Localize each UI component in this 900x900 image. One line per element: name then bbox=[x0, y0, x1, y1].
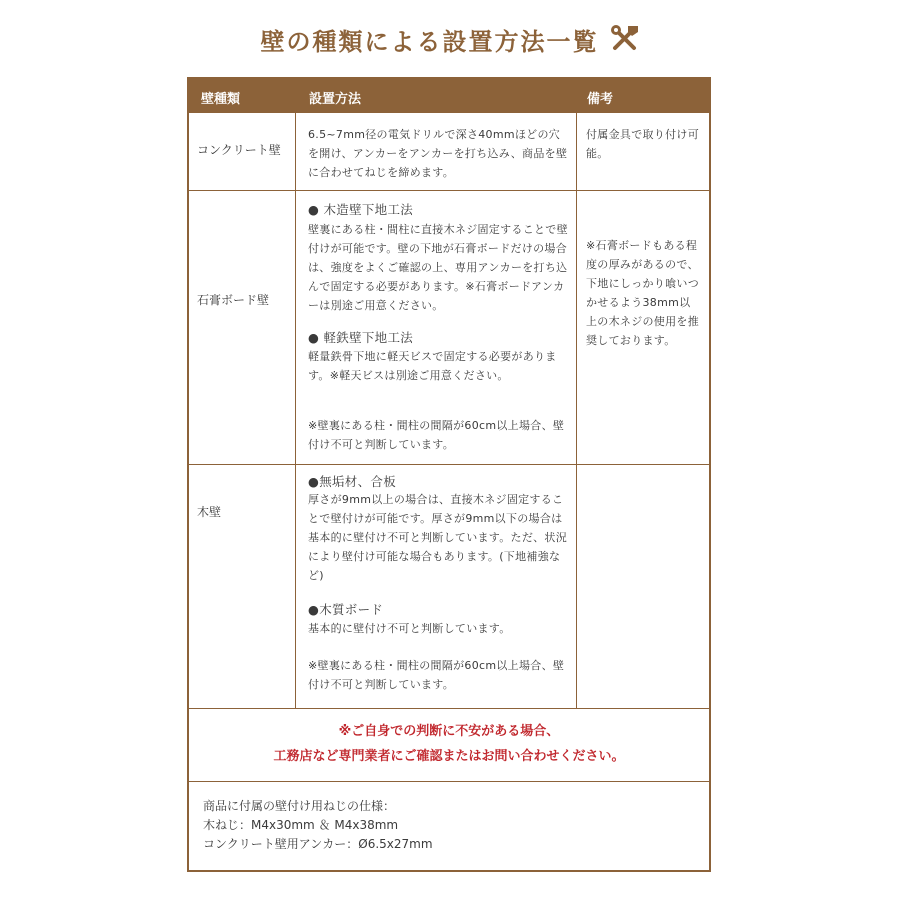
row-divider bbox=[189, 464, 709, 465]
wood-sub1-body: 厚さが9mm以上の場合は、直接木ネジ固定することで壁付けが可能です。厚さが9mm以下の場合は基本的に壁付け不可と判断しています。ただ、状況により壁付け可能な場合もあります。(下地補強など) bbox=[308, 493, 568, 582]
tools-icon bbox=[610, 24, 640, 56]
note-gypsum: ※石膏ボードもある程度の厚みがあるので、下地にしっかり喰いつかせるよう38mm以上の木ネジの使用を推奨しております。 bbox=[586, 239, 699, 347]
warning-line-1: ※ご自身での判断に不安がある場合、 bbox=[338, 724, 560, 739]
header-note: 備考 bbox=[587, 92, 614, 107]
header-wall-type: 壁種類 bbox=[201, 92, 241, 107]
gypsum-footnote: ※壁裏にある柱・間柱の間隔が60cm以上場合、壁付け不可と判断しています。 bbox=[308, 419, 565, 451]
row-divider bbox=[189, 708, 709, 709]
table-header bbox=[189, 79, 709, 113]
wall-type-gypsum: 石膏ボード壁 bbox=[197, 293, 270, 307]
wood-sub2-title: ●木質ボード bbox=[308, 602, 384, 617]
wood-sub2-body: 基本的に壁付け不可と判断しています。 bbox=[308, 622, 511, 635]
warning-message bbox=[189, 719, 709, 769]
wood-footnote: ※壁裏にある柱・間柱の間隔が60cm以上場合、壁付け不可と判断しています。 bbox=[308, 659, 565, 691]
column-divider bbox=[576, 113, 577, 708]
warning-line-2: 工務店など専門業者にご確認またはお問い合わせください。 bbox=[273, 749, 625, 764]
method-concrete: 6.5~7mm径の電気ドリルで深さ40mmほどの穴を開け、アンカーをアンカーを打ち込み、商品を壁に合わせてねじを締めます。 bbox=[308, 128, 568, 179]
gypsum-sub2-title: ● 軽鉄壁下地工法 bbox=[308, 330, 414, 345]
title-area bbox=[0, 22, 900, 57]
wall-type-concrete: コンクリート壁 bbox=[197, 143, 281, 157]
page-title: 壁の種類による設置方法一覧 bbox=[260, 28, 599, 56]
row-divider bbox=[189, 781, 709, 782]
header-method: 設置方法 bbox=[309, 92, 362, 107]
spec-heading: 商品に付属の壁付け用ねじの仕様： bbox=[203, 799, 396, 813]
spec-wood-screw: 木ねじ：M4x30mm ＆ M4x38mm bbox=[203, 818, 399, 832]
wood-sub1-title: ●無垢材、合板 bbox=[308, 474, 397, 489]
gypsum-sub1-body: 壁裏にある柱・間柱に直接木ネジ固定することで壁付けが可能です。壁の下地が石膏ボードだけの場合は、強度をよくご確認の上、専用アンカーを打ち込んで固定する必要があります。※石膏ボードアンカーは別途ご用意ください。 bbox=[308, 223, 568, 312]
wall-installation-table bbox=[187, 77, 711, 872]
row-divider bbox=[189, 190, 709, 191]
gypsum-sub2-body: 軽量鉄骨下地に軽天ビスで固定する必要があります。※軽天ビスは別途ご用意ください。 bbox=[308, 350, 557, 382]
screw-spec bbox=[203, 797, 433, 854]
column-divider bbox=[295, 113, 296, 708]
spec-anchor: コンクリート壁用アンカー：Ø6.5x27mm bbox=[203, 837, 433, 851]
note-concrete: 付属金具で取り付け可能。 bbox=[586, 128, 699, 160]
wall-type-wood: 木壁 bbox=[197, 505, 222, 519]
gypsum-sub1-title: ● 木造壁下地工法 bbox=[308, 202, 414, 217]
